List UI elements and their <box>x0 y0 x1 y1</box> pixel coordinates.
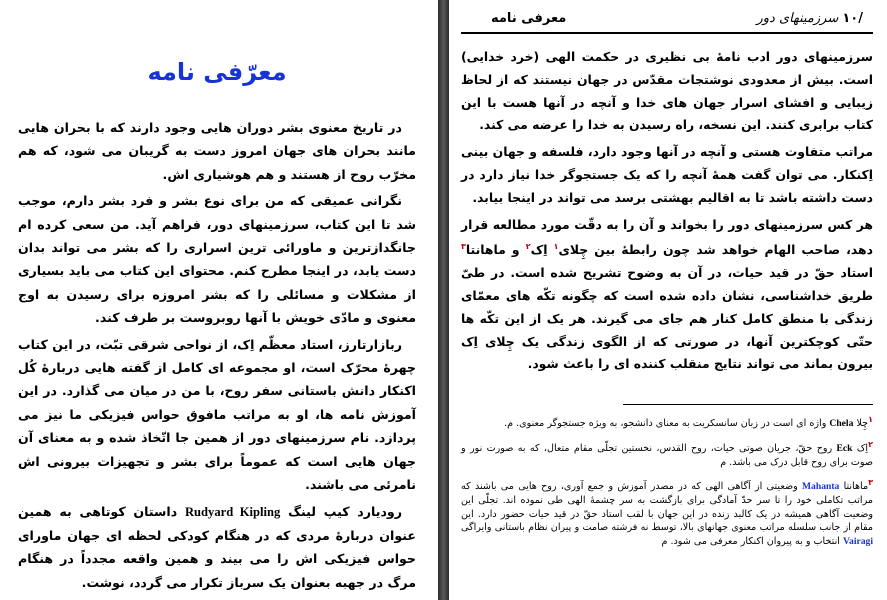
footnote-number: ۱ <box>868 415 873 425</box>
paragraph: ربازارتارز، استاد معظّم اِک، از نواحی شرقی تبّت، در این کتاب چهرهٔ محرّک است، او مجموعه ای کامل از گفته هایی دربارهٔ کُل اکنکار دانش باستانی سفر روح، با من در میان می گذارد. در این آموزش نامه ها، او به مراتب مافوق حواس فیزیکی ما نیز می پردازد. نام سرزمینهای دور از همین جا اتّخاذ شده و به معنای آن جهان هایی است که عموماً برای بشر و تجهیزات بیرونی اش نامرئی می باشند. <box>18 336 416 493</box>
right-body <box>461 46 873 376</box>
latin-term: Eck <box>836 443 853 455</box>
footnote-marker: ۱ <box>553 242 559 252</box>
paragraph: نگرانی عمیقی که من برای نوع بشر و فرد بشر دارم، موجب شد تا این کتاب، سرزمینهای دور، فراهم آید. من سعی کرده ام جانگدازترین و ماورائی ترین اسراری را که بشر می تواند بدان دست یابد، در اینجا مطرح کنم. محتوای این کتاب می باید بسیاری از مشکلات و مسائلی را که بشر امروزه برای رسیدن به اوج معنوی و مادّی خویش با آنها روبروست بر طرف کند. <box>18 193 416 326</box>
header-chapter: معرفی نامه <box>491 11 567 26</box>
footnote-marker: ۲ <box>525 242 531 252</box>
page-number: /۱۰ <box>842 11 863 26</box>
footnote: $^۲$اِک Eck روح حقّ، جریان صوتی حیات، روح القدس، نخستین تجلّی مقام متعال، که به صورت نور و صوت برای روح قابل درک می باشد. م <box>461 440 873 468</box>
paragraph: در تاریخ معنوی بشر دوران هایی وجود دارند که با بحران هایی مانند بحران های جهان امروز دست به گریبان می شود، که هم مخرّب روح از هستند و هم هوشیاری اش. <box>18 120 416 182</box>
footnote-number: ۳ <box>868 478 873 488</box>
footnote-divider <box>623 404 873 405</box>
footnotes <box>461 413 873 548</box>
footnote: $^۱$چِلا Chela واژه ای است در زبان سانسکریت به معنای دانشجو، به ویژه جستجوگر معنوی. م. <box>504 415 873 430</box>
paragraph-kipling: رودیارد کیپ لینگ Rudyard Kipling داستان کوتاهی به همین عنوان دربارهٔ مردی که در هنگام کودکی لحظه ای جهان ماورای حواس فیزیکی اش را می بیند و همین واقعه مجدداً در هنگام مرگ در جهبه بعنوان یک سرباز تکرار می گردد، نوشت. <box>18 503 416 590</box>
latin-name: Rudyard Kipling <box>184 504 281 519</box>
footnote-number: ۲ <box>868 440 873 450</box>
page-title: معرّفی نامه <box>147 58 287 86</box>
latin-term: Vairagi <box>842 536 873 547</box>
right-page <box>449 0 887 600</box>
paragraph-with-footnotes: هر کس سرزمینهای دور را بخواند و آن را به دقّت مورد مطالعه قرار دهد، صاحب الهام خواهد شد چون رابطهٔ بین چِلای$^۱$ اِک$^۲$ و ماهانتا$^۳$ استاد حقّ در قید حیات، در آن به وضوح تشریح شده است. در طیّ طریق خداشناسی، نشان داده شده است که چگونه تکّه های معمّای زندگی با منطق کامل کنار هم جای می گیرند. هر یک از این تکّه ها حتّی کوچکترین آنها، در صورتی که از الگوی زندگی یک چِلای اِک بیرون بماند می تواند نتایج منقلب کننده ای را باعث شود. <box>461 216 874 372</box>
paragraph: مراتب متفاوت هستی و آنچه در آنها وجود دارد، فلسفه و جهان بینی اِکنکار. می توان گفت همهٔ آنچه را که یک جستجوگر خدا نیاز دارد در دست داشته باشد تا به اقالیم بهشتی برسد می تواند در اینجا بیابد. <box>461 144 873 205</box>
latin-term: Mahanta <box>802 481 840 493</box>
running-header <box>461 6 873 34</box>
book-spine <box>438 0 449 600</box>
left-page <box>0 0 438 600</box>
header-book-name: سرزمینهای دور <box>756 11 839 26</box>
footnote: $^۳$ماهانتا Mahanta وضعیتی از آگاهی الهی که در مصدر آموزش و جمع آوری، روح هایی می باشند که مراتب تکاملی خود را تا سر حدّ آمادگی برای بازگشت به سر چشمهٔ الهی طی نموده اند. تجلّی این وضعیت آگاهی همیشه در یک کالبد زنده در این جهان با لقب استاد حقّ در قید حیات حضور دارد. این مقام از جانب سلسله مراتب معنوی جهانهای بالا، توسط نه فرشته صامت و پیران نظام باستانی وایراگی Vairagi انتخاب و به پیروان اکنکار معرفی می شود. م <box>461 478 873 547</box>
latin-term: Chela <box>829 418 854 430</box>
header-book-title <box>756 11 863 26</box>
footnote-marker: ۳ <box>461 242 466 252</box>
left-body <box>18 116 416 594</box>
paragraph: سرزمینهای دور ادب نامهٔ بی نظیری در حکمت الهی (خرد خدایی) است. بیش از معدودی نوشتجات مقدّس در جهان نیستند که از لحاظ زیبایی و افشای اسرار جهان های خدا و آنچه در آنها هست با این کتاب برابری کنند. این نسخه، راه رسیدن به خدا را عرضه می کند. <box>461 49 873 133</box>
